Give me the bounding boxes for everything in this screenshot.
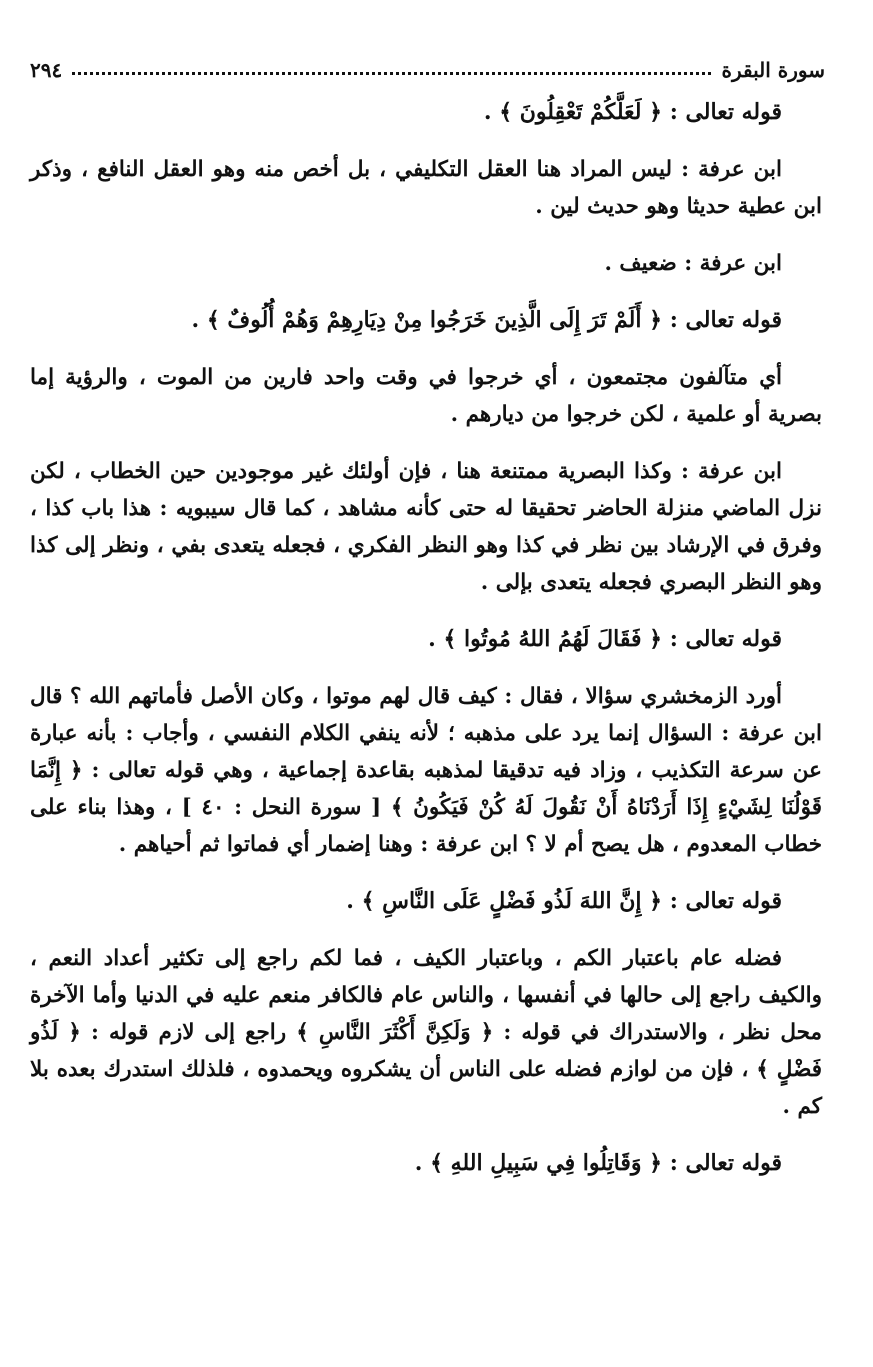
commentary-paragraph: أي متآلفون مجتمعون ، أي خرجوا في وقت واحد فارين من الموت ، والرؤية إما بصرية أو علمية ، لكن خرجوا من ديارهم . <box>30 365 822 427</box>
commentary-paragraph: فضله عام باعتبار الكم ، وباعتبار الكيف ، فما لكم راجع إلى تكثير أعداد النعم ، والكيف راجع إلى حالها في أنفسها ، والناس عام فالكافر منعم عليه في الدنيا وأما الآخرة محل نظر ، والاستدراك في قوله : ﴿ وَلَكِنَّ أَكْثَرَ النَّاسِ ﴾ راجع إلى لازم قوله : ﴿ لَذُو فَضْلٍ ﴾ ، فإن من لوازم فضله على الناس أن يشكروه ويحمدوه ، فلذلك استدرك بعده بلا كم . <box>30 946 822 1119</box>
verse-heading: قوله تعالى : ﴿ وَقَاتِلُوا فِي سَبِيلِ اللهِ ﴾ . <box>414 1150 782 1176</box>
surah-title: سورة البقرة <box>721 58 825 82</box>
page-number: ٢٩٤ <box>30 58 63 82</box>
page-body <box>30 94 822 1202</box>
verse-heading: قوله تعالى : ﴿ لَعَلَّكُمْ تَعْقِلُونَ ﴾ . <box>483 99 782 125</box>
commentary-paragraph: ابن عرفة : وكذا البصرية ممتنعة هنا ، فإن أولئك غير موجودين حين الخطاب ، لكن نزل الماضي منزلة الحاضر تحقيقا له حتى كأنه مشاهد ، كما قال سيبويه : هذا باب كذا ، وفرق في الإرشاد بين نظر في كذا وهو النظر الفكري ، فجعله يتعدى بفي ، ونظر إلى كذا وهو النظر البصري فجعله يتعدى بإلى . <box>30 459 822 595</box>
commentary-paragraph: أورد الزمخشري سؤالا ، فقال : كيف قال لهم موتوا ، وكان الأصل فأماتهم الله ؟ قال ابن عرفة : السؤال إنما يرد على مذهبه ؛ لأنه ينفي الكلام النفسي ، وأجاب : بأنه عبارة عن سرعة التكذيب ، وزاد فيه تدقيقا لمذهبه بقاعدة إجماعية ، وهي قوله تعالى : ﴿ إِنَّمَا قَوْلُنَا لِشَيْءٍ إِذَا أَرَدْنَاهُ أَنْ نَقُولَ لَهُ كُنْ فَيَكُونُ ﴾ [ سورة النحل : ٤٠ ] ، وهذا بناء على خطاب المعدوم ، هل يصح أم لا ؟ ابن عرفة : وهنا إضمار أي فماتوا ثم أحياهم . <box>30 684 822 857</box>
verse-heading: قوله تعالى : ﴿ إِنَّ اللهَ لَذُو فَضْلٍ عَلَى النَّاسِ ﴾ . <box>346 888 782 914</box>
page-header <box>30 52 825 88</box>
verse-heading: قوله تعالى : ﴿ فَقَالَ لَهُمُ اللهُ مُوتُوا ﴾ . <box>428 626 782 652</box>
commentary-paragraph: ابن عرفة : ليس المراد هنا العقل التكليفي ، بل أخص منه وهو العقل النافع ، وذكر ابن عطية حديثا وهو حديث لين . <box>30 157 822 219</box>
commentary-paragraph: ابن عرفة : ضعيف . <box>604 251 782 276</box>
verse-heading: قوله تعالى : ﴿ أَلَمْ تَرَ إِلَى الَّذِينَ خَرَجُوا مِنْ دِيَارِهِمْ وَهُمْ أُلُوفٌ ﴾ . <box>191 307 782 333</box>
header-dotted-leader <box>72 72 711 75</box>
